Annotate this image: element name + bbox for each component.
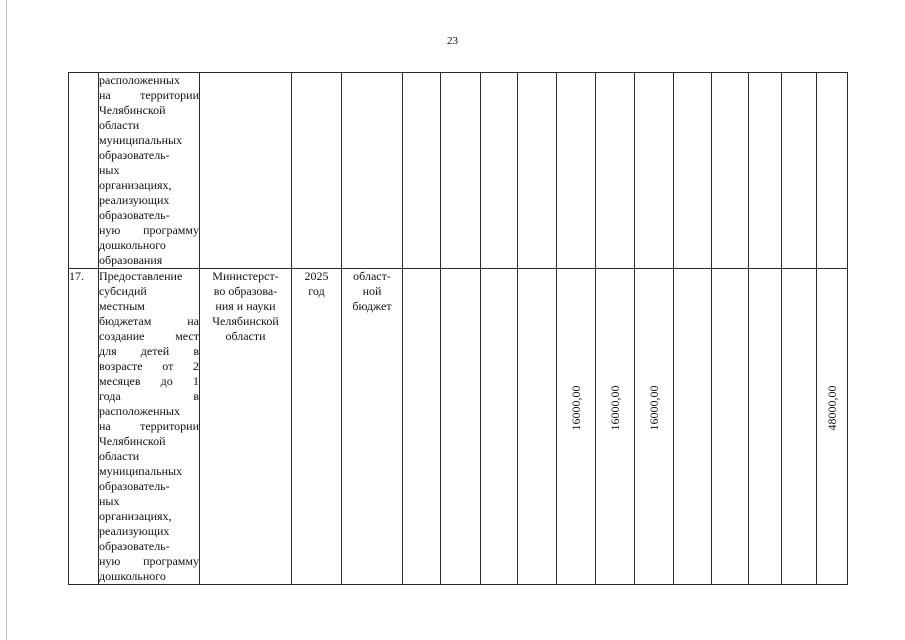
cell-empty [596, 73, 635, 269]
description-line: возрасте от 2 [99, 359, 199, 373]
cell-empty [403, 269, 441, 585]
total-value: 48000,00 [825, 385, 839, 431]
description-line: месяцев до 1 [99, 374, 199, 388]
amount-value: 16000,00 [608, 385, 622, 431]
description-line: области [99, 449, 140, 463]
cell-empty [749, 73, 782, 269]
cell-empty [782, 269, 817, 585]
cell-amount-1 [557, 269, 596, 585]
cell-empty [441, 73, 481, 269]
cell-year [292, 73, 342, 269]
executor-line: Челябинской [212, 314, 279, 328]
description-line: муниципальных [99, 133, 183, 147]
executor-line: Министерст- [212, 269, 279, 283]
description-line: реализующих [99, 193, 170, 207]
description-line: бюджетам на [99, 314, 199, 328]
year-line: год [308, 284, 325, 298]
cell-empty [481, 73, 518, 269]
description-line: ных [99, 163, 120, 177]
source-line: ной [362, 284, 382, 298]
cell-empty [518, 73, 557, 269]
cell-number [69, 73, 99, 269]
description-line: области [99, 118, 140, 132]
description-line: создание мест [99, 329, 199, 343]
cell-empty [749, 269, 782, 585]
description-line: расположенных [99, 404, 180, 418]
description-line: организациях, [99, 178, 172, 192]
cell-source [342, 269, 403, 585]
table-row-17 [69, 269, 848, 585]
cell-empty [481, 269, 518, 585]
description-line: расположенных [99, 73, 180, 87]
description-line: Челябинской [99, 434, 166, 448]
description-line: года в [99, 389, 199, 403]
cell-empty [674, 73, 712, 269]
cell-empty [403, 73, 441, 269]
executor-line: во образова- [213, 284, 278, 298]
executor-line: ния и науки [215, 299, 276, 313]
description-line: Предоставление [99, 269, 183, 283]
cell-empty [557, 73, 596, 269]
cell-empty [712, 73, 749, 269]
cell-executor [200, 269, 292, 585]
cell-empty [441, 269, 481, 585]
description-line: дошкольного [99, 238, 166, 252]
description-line: ную программу [99, 223, 199, 237]
scan-edge-line [6, 0, 7, 640]
cell-empty [635, 73, 674, 269]
description-line: субсидий [99, 284, 147, 298]
cell-empty [782, 73, 817, 269]
cell-amount-2 [596, 269, 635, 585]
cell-year [292, 269, 342, 585]
year-line: 2025 [304, 269, 329, 283]
source-line: област- [353, 269, 391, 283]
description-line: организациях, [99, 509, 172, 523]
description-line: образователь- [99, 539, 170, 553]
description-line: дошкольного [99, 569, 166, 583]
cell-empty [712, 269, 749, 585]
cell-empty [817, 73, 848, 269]
description-line: образования [99, 253, 163, 267]
description-line: для детей в [99, 344, 199, 358]
executor-line: области [225, 329, 266, 343]
description-line: Челябинской [99, 103, 166, 117]
cell-row-number: 17. [69, 269, 99, 585]
description-line: местным [99, 299, 145, 313]
cell-source [342, 73, 403, 269]
description-line: ную программу [99, 554, 199, 568]
description-line: образователь- [99, 148, 170, 162]
description-line: реализующих [99, 524, 170, 538]
cell-empty [518, 269, 557, 585]
page-number: 23 [447, 35, 458, 47]
cell-description [99, 269, 200, 585]
source-line: бюджет [352, 299, 392, 313]
cell-executor [200, 73, 292, 269]
amount-value: 16000,00 [569, 385, 583, 431]
cell-description [99, 73, 200, 269]
budget-table [68, 72, 848, 585]
description-line: на территории [99, 419, 199, 433]
cell-amount-3 [635, 269, 674, 585]
table-row-continuation [69, 73, 848, 269]
amount-value: 16000,00 [647, 385, 661, 431]
description-line: образователь- [99, 208, 170, 222]
cell-total [817, 269, 848, 585]
description-line: муниципальных [99, 464, 183, 478]
description-line: на территории [99, 88, 199, 102]
cell-empty [674, 269, 712, 585]
description-line: образователь- [99, 479, 170, 493]
description-line: ных [99, 494, 120, 508]
